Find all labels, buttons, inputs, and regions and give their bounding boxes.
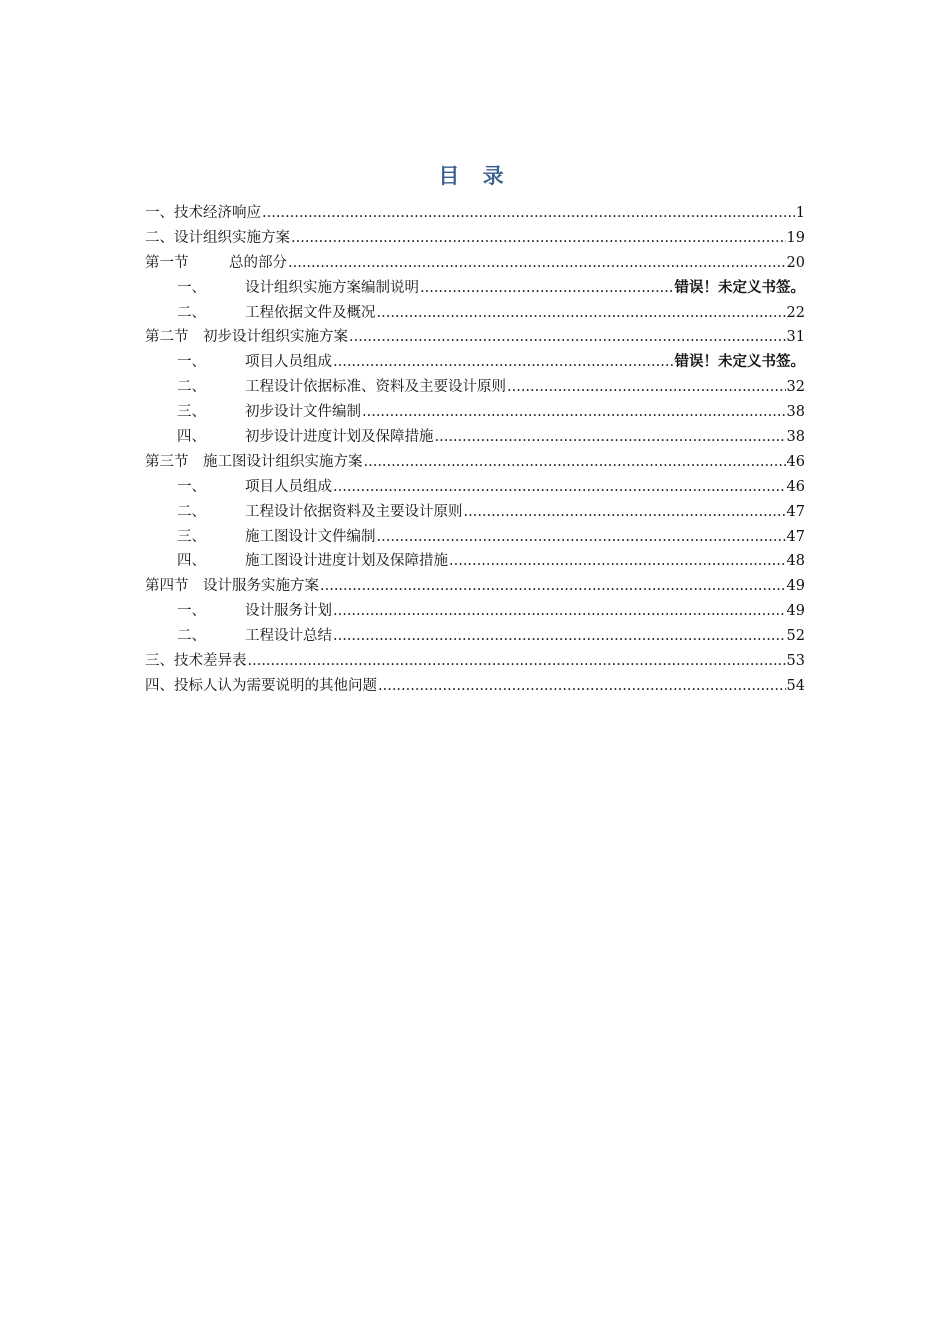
toc-entry[interactable] [145, 350, 805, 375]
toc-entry-page: 47 [786, 503, 805, 520]
toc-section-number: 第二节 [145, 329, 189, 346]
toc-entry-label: 初步设计组织实施方案 [203, 329, 348, 346]
toc-entry-page: 38 [786, 404, 805, 421]
toc-entry[interactable] [145, 301, 805, 326]
toc-entry-label: 三、技术差异表 [145, 653, 247, 670]
toc-leader-dots [333, 475, 786, 500]
toc-leader-dots [435, 425, 786, 450]
toc-entry-label: 设计组织实施方案编制说明 [245, 279, 419, 296]
toc-leader-dots [333, 350, 674, 375]
toc-leader-dots [262, 201, 795, 226]
toc-entry-page: 52 [786, 628, 805, 645]
toc-entry[interactable] [145, 251, 805, 276]
toc-item-number: 四、 [177, 553, 206, 570]
toc-leader-dots [364, 450, 786, 475]
toc-entry[interactable] [145, 525, 805, 550]
toc-leader-dots [420, 276, 674, 301]
toc-item-number: 四、 [177, 429, 206, 446]
toc-entry-page: 1 [795, 205, 805, 221]
toc-entry-label: 施工图设计进度计划及保障措施 [245, 553, 448, 570]
toc-entry[interactable] [145, 674, 805, 699]
toc-leader-dots [449, 549, 786, 574]
toc-leader-dots [464, 500, 786, 525]
toc-entry[interactable] [145, 599, 805, 624]
toc-entry-label: 设计服务计划 [245, 603, 332, 620]
toc-entry-label: 施工图设计文件编制 [245, 528, 376, 545]
toc-entry-label: 工程依据文件及概况 [245, 304, 376, 321]
toc-entry-label: 项目人员组成 [245, 354, 332, 371]
toc-entry[interactable] [145, 549, 805, 574]
toc-leader-dots [333, 624, 786, 649]
toc-entry[interactable] [145, 425, 805, 450]
toc-item-number: 三、 [177, 404, 206, 421]
toc-entry[interactable] [145, 325, 805, 350]
toc-item-number: 三、 [177, 528, 206, 545]
toc-item-number: 二、 [177, 379, 206, 396]
toc-entry-page: 20 [786, 254, 805, 271]
toc-item-number: 二、 [177, 628, 206, 645]
toc-entry-label: 设计服务实施方案 [203, 578, 319, 595]
toc-section-number: 第一节 [145, 254, 189, 271]
toc-entry[interactable] [145, 649, 805, 674]
toc-entry-page-error: 错误！未定义书签。 [674, 279, 805, 296]
toc-leader-dots [377, 525, 786, 550]
toc-entry[interactable] [145, 276, 805, 301]
toc-leader-dots [320, 574, 786, 599]
toc-section-number: 第四节 [145, 578, 189, 595]
toc-item-number: 一、 [177, 603, 206, 620]
toc-item-number: 一、 [177, 279, 206, 296]
toc-item-number: 二、 [177, 503, 206, 520]
toc-entry-label: 总的部分 [229, 254, 287, 271]
toc-entry[interactable] [145, 201, 805, 226]
toc-entry[interactable] [145, 500, 805, 525]
toc-entry[interactable] [145, 226, 805, 251]
toc-item-number: 一、 [177, 478, 206, 495]
toc-leader-dots [377, 301, 786, 326]
toc-entry-label: 二、设计组织实施方案 [145, 229, 290, 246]
toc-entry[interactable] [145, 475, 805, 500]
toc-entry-page: 48 [786, 553, 805, 570]
toc-entry[interactable] [145, 400, 805, 425]
toc-entry-page: 53 [786, 653, 805, 670]
toc-entry-label: 初步设计文件编制 [245, 404, 361, 421]
toc-entry-page: 31 [786, 329, 805, 346]
toc-section-number: 第三节 [145, 453, 189, 470]
toc-entry-label: 一、技术经济响应 [145, 205, 261, 221]
toc-leader-dots [333, 599, 786, 624]
toc-entry-page: 49 [786, 603, 805, 620]
toc-entry-label: 工程设计依据资料及主要设计原则 [245, 503, 463, 520]
toc-entry[interactable] [145, 574, 805, 599]
toc-entry[interactable] [145, 450, 805, 475]
toc-leader-dots [288, 251, 786, 276]
toc-entry-page: 32 [786, 379, 805, 396]
table-of-contents [145, 201, 805, 699]
toc-item-number: 二、 [177, 304, 206, 321]
toc-entry-page: 38 [786, 429, 805, 446]
toc-entry[interactable] [145, 375, 805, 400]
toc-entry-label: 项目人员组成 [245, 478, 332, 495]
toc-entry-label: 四、投标人认为需要说明的其他问题 [145, 677, 377, 694]
toc-entry-label: 初步设计进度计划及保障措施 [245, 429, 434, 446]
toc-entry-page-error: 错误！未定义书签。 [674, 354, 805, 371]
toc-leader-dots [349, 325, 786, 350]
toc-item-number: 一、 [177, 354, 206, 371]
toc-leader-dots [378, 674, 786, 699]
toc-entry-page: 46 [786, 478, 805, 495]
toc-entry-page: 49 [786, 578, 805, 595]
toc-entry-page: 47 [786, 528, 805, 545]
toc-leader-dots [248, 649, 786, 674]
toc-leader-dots [507, 375, 786, 400]
toc-entry-page: 19 [786, 229, 805, 246]
toc-entry[interactable] [145, 624, 805, 649]
toc-leader-dots [362, 400, 786, 425]
toc-leader-dots [291, 226, 786, 251]
toc-entry-page: 54 [786, 677, 805, 694]
toc-entry-label: 工程设计依据标准、资料及主要设计原则 [245, 379, 506, 396]
toc-entry-page: 46 [786, 453, 805, 470]
toc-entry-label: 工程设计总结 [245, 628, 332, 645]
toc-entry-page: 22 [786, 304, 805, 321]
toc-title: 目 录 [438, 164, 512, 188]
toc-entry-label: 施工图设计组织实施方案 [203, 453, 363, 470]
